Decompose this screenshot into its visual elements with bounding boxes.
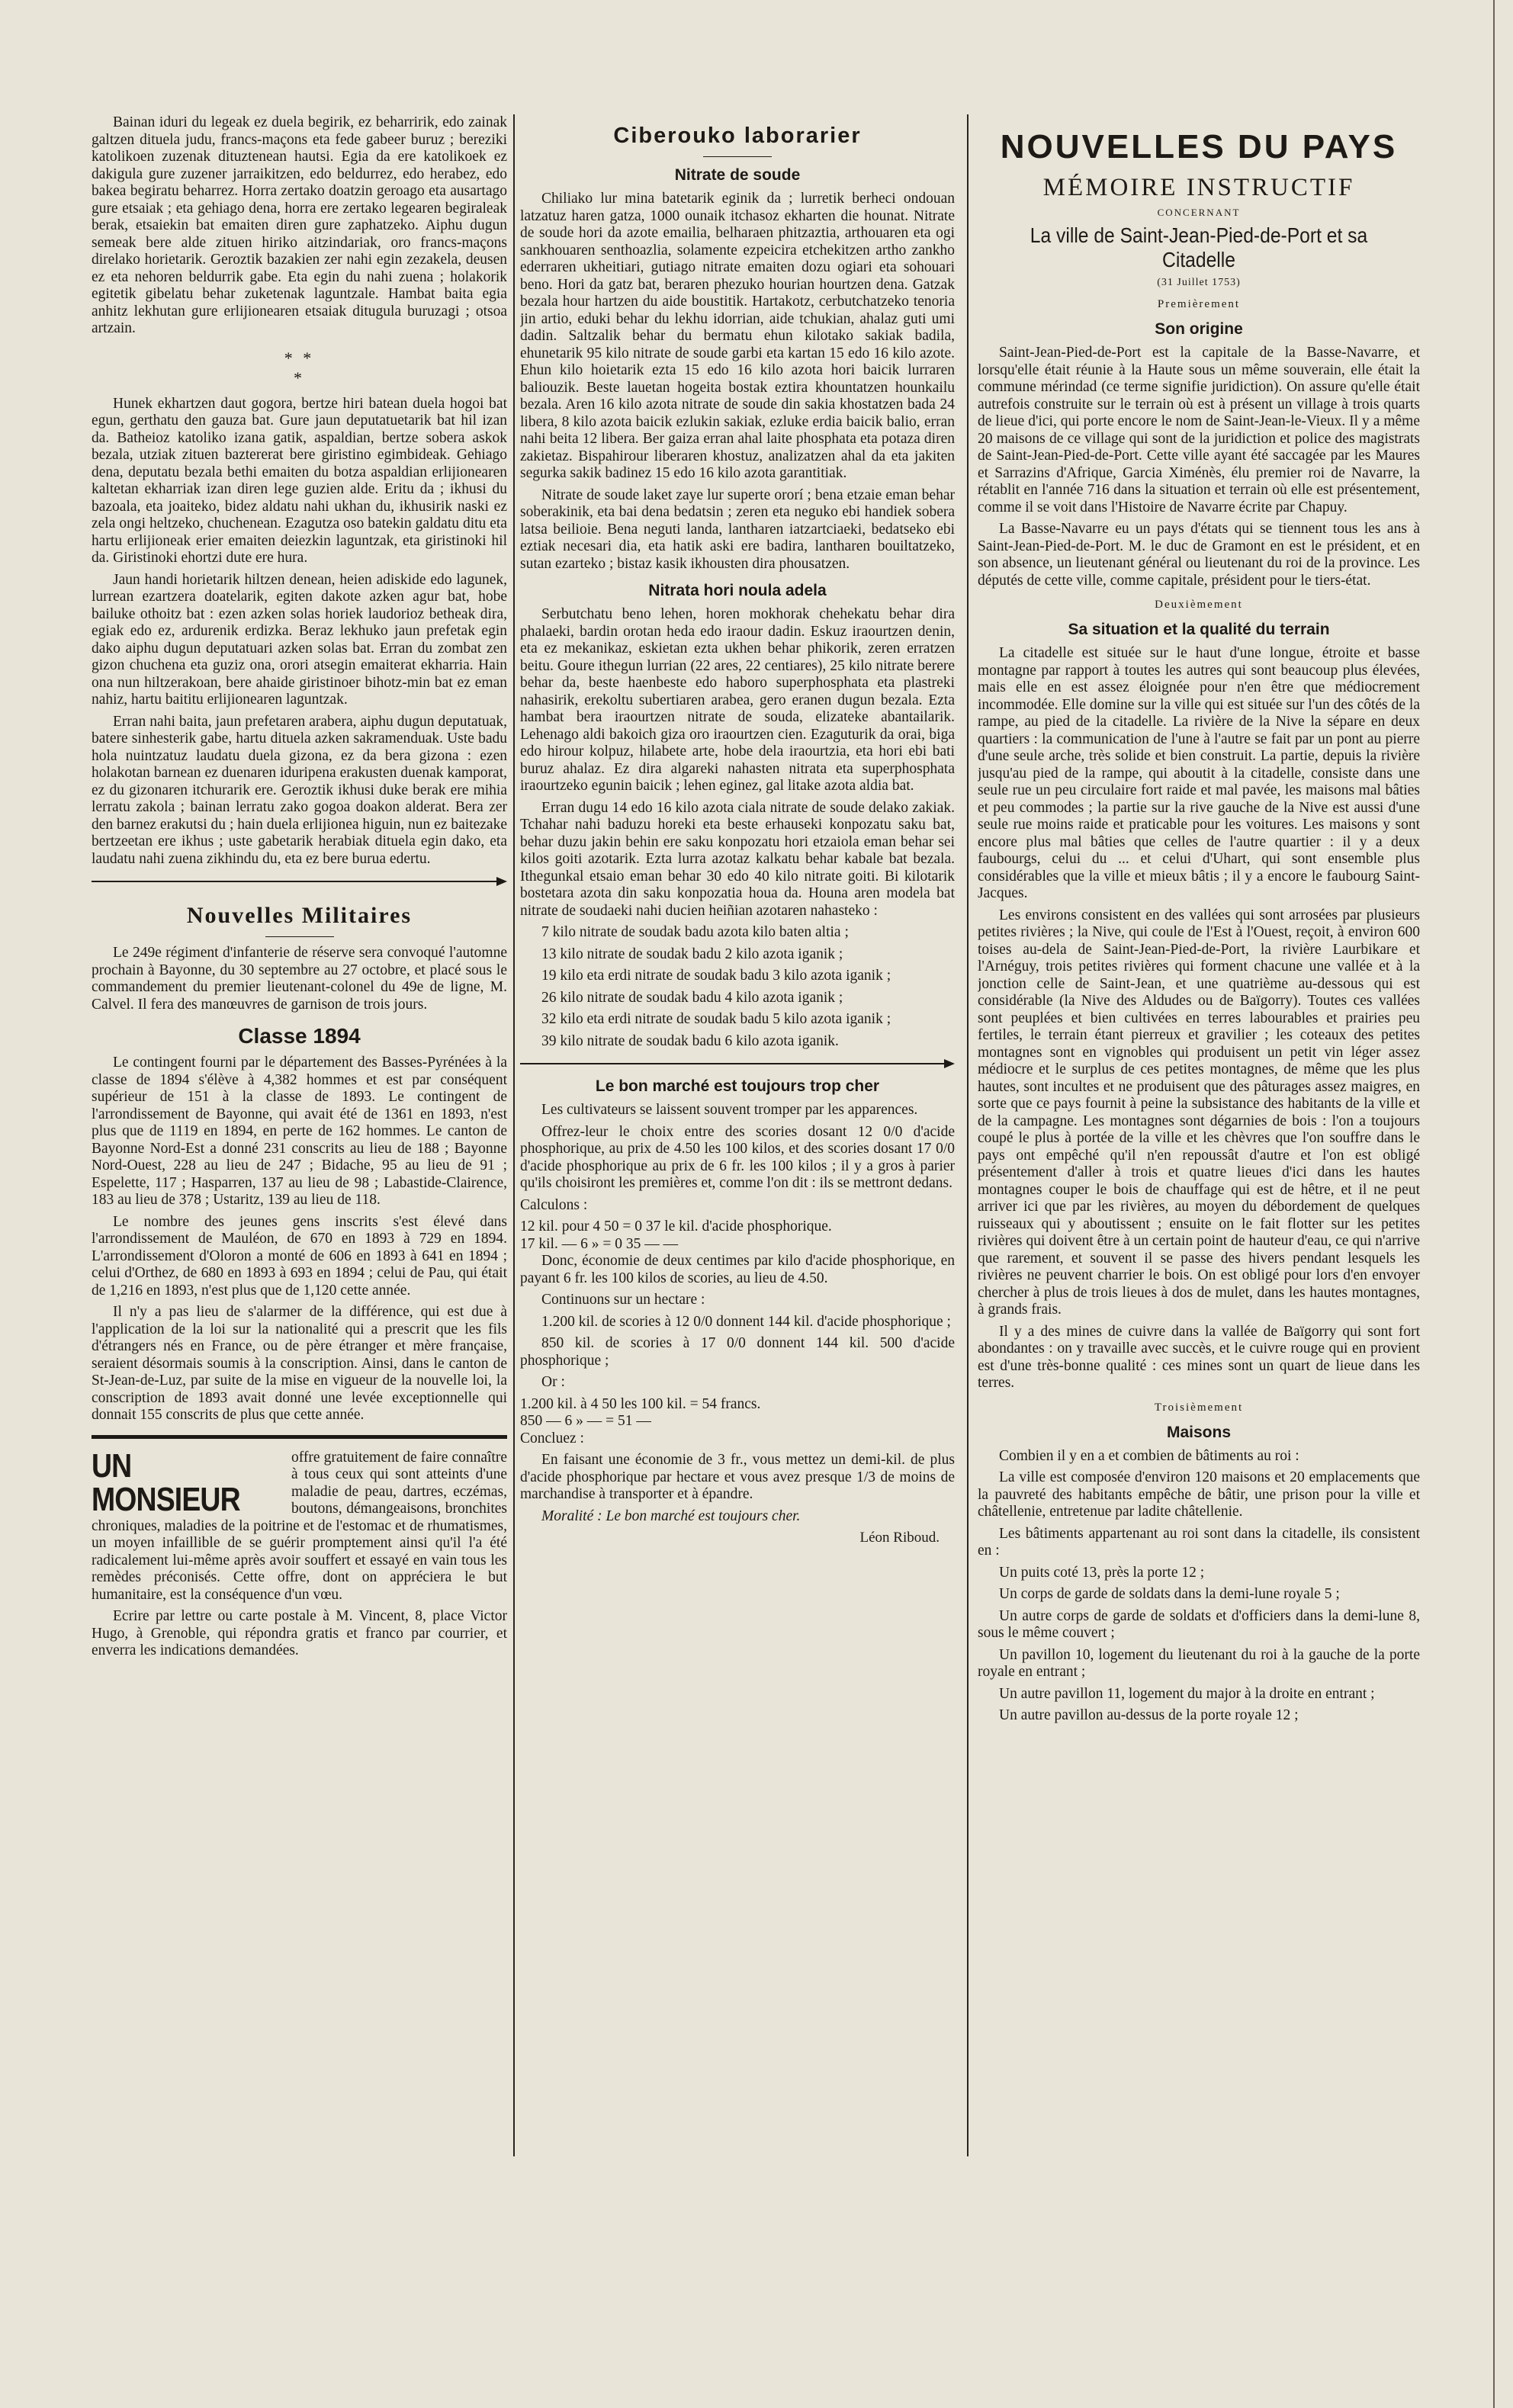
concernant-label: CONCERNANT	[1157, 207, 1241, 218]
origine-paragraph: La Basse-Navarre eu un pays d'états qui se tiennent tous les ans à Saint-Jean-Pied-de-Port. M. le duc de Gramont en est le président, et en son absence, un lieutenant général ou lieutenant du roi de la province. Les députés de cette ville, comme capitale, président pour le tiers-état.	[978, 521, 1420, 589]
subsection-title-nitrata: Nitrata hori noula adela	[648, 582, 827, 599]
divider	[265, 936, 334, 937]
nitrata-list-item: 32 kilo eta erdi nitrate de soudak badu 5 kilo azota iganik ;	[541, 1011, 891, 1027]
nitrata-list-item: 26 kilo nitrate de soudak badu 4 kilo azota iganik ;	[541, 989, 843, 1006]
section-title-militaires: Nouvelles Militaires	[186, 903, 413, 928]
maisons-paragraph: Un corps de garde de soldats dans la demi-lune royale 5 ;	[999, 1586, 1340, 1602]
page-edge	[1493, 0, 1495, 2408]
classe-paragraph: Le nombre des jeunes gens inscrits s'est élevé dans l'arrondissement de Mauléon, de 670 en 1893 à 729 en 1894. L'arrondissement d'Oloron a monté de 606 en 1893 à 641 en 1894 ; celui d'Orthez, de 680 en 1893 à 693 en 1894 ; celui de Pau, qui était de 1,216 en 1893, n'est plus que de 1,120 cette année.	[92, 1213, 507, 1299]
militaires-paragraph: Le 249e régiment d'infanterie de réserve sera convoqué l'automne prochain à Bayonne, du 30 septembre au 27 octobre, et placé sous le commandement du premier lieutenant-colonel du 49e de ligne, M. Calvel. Il fera des manœuvres de garnison de trois jours.	[92, 945, 507, 1013]
conclusion-label: Concluez :	[520, 1430, 584, 1446]
basque-paragraph: Erran nahi baita, jaun prefetaren arabera, aiphu dugun deputatuak, batere sinhesterik gabe, hartu dituela azken sakramenduak. Uste badu hola nuintzatuz laudatu duela gizona, ez da bera gizona : ezen holakotan barnean ez duenaren iduripena erakusten duenak kamporat, ez du gizonaren itchurarik ere. Geroztik ikhusi duke berak ere mihia lerratu zakola ; bainan lerratu zako gogoa doakon alderat. Bera zer den barnez erakutsi du ; hain duela erlijionea higuin, nun ez baitezake bertzeetan ere ikhus ; uste gabetarik herabiak dituela egin dako, eta laudatu nahi zuena zikhindu du, eta ez bere burua edertu.	[92, 713, 507, 867]
nitrata-list-item: 7 kilo nitrate de soudak badu azota kilo baten altia ;	[541, 924, 849, 940]
divider	[92, 1435, 507, 1439]
subsection-title-nitrate: Nitrate de soude	[674, 166, 801, 184]
bon-marche-paragraph: Donc, économie de deux centimes par kilo d'acide phosphorique, en payant 6 fr. les 100 kilos de scories, au lieu de 4.50.	[520, 1253, 955, 1286]
ad-text: offre gratuitement de faire connaître à tous ceux qui sont atteints d'une maladie de peau, dartres, eczémas, boutons, démangeaisons, bronchites chroniques, maladies de la poitrine et de l'estomac et de rhumatismes, un moyen infaillible de se guérir promptement ainsi qu'il l'a été radicalement lui-même après avoir souffert et essayé en vain tous les remèdes préconisés. Cette offre, dont on appréciera le but humanitaire, est la conséquence d'un vœu.	[92, 1449, 507, 1603]
column-right	[978, 114, 1420, 2187]
basque-paragraph: Hunek ekhartzen daut gogora, bertze hiri batean duela hogoi bat egun, gerthatu den gauza bat. Gure jaun deputatuetarik bat hil izan da. Batheioz katoliko izana gatik, aspaldian, bertze sobera askok bezala, utziak zituen baztererat bere giristino egimbideak. Gehiago dena, deputatu bezala bethi emaiten du botza aspaldian erlijionearen kaltetan ekharriak izan diren lege guzien alde. Eritu da ; ikhusi du bazoala, eta joaiteko, bidez aldatu nahi ukhan du, ikhusirik naski ez zela ongi heltzeko, chuchenean. Ezagutza oso batekin galdatu ditu eta hartu erlijioneak erier emaiten deiezkin laguntzak, eta giristinoki hil da. Giristinoki ehortzi dute ere hura.	[92, 395, 507, 566]
situation-paragraph: La citadelle est située sur le haut d'une longue, étroite et basse montagne par rapport à toutes les autres qui sont beaucoup plus élevées, mais elle en est assez éloignée pour n'en être que médiocrement incommodée. Elle domine sur la ville qui est située sur l'un des côtés de la rampe, au pied de la citadelle. La rivière de la Nive la sépare en deux quartiers : la communication de l'une à l'autre se fait par un pont au pierre d'une seule arche, très solide et bien construit. La partie, depuis la rivière jusqu'au pied de la rampe, qui aboutit à la citadelle, consiste dans une seule rue un peu circulaire fort raide et mal pavée, les maisons mal bâties et peu commodes ; la partie sur la rive gauche de la Nive est aussi d'une seule rue moins raide et praticable pour les voitures. Les maisons y sont encore plus mal bâties que celles de l'autre quartier : il y a deux faubourgs, celui du ... et celui d'Uhart, qui sont ensemble plus considérables que la ville et mieux bâtis ; il y a encore le faubourg Saint-Jacques.	[978, 645, 1420, 901]
maisons-paragraph: La ville est composée d'environ 120 maisons et 20 emplacements que la pauvreté des habitants empêche de bâtir, une prison pour la ville et châtellenie, entretenue par ladite châtellenie.	[978, 1469, 1420, 1520]
section-masthead: NOUVELLES DU PAYS	[1000, 128, 1398, 165]
calc-line: 17 kil. — 6 » = 0 35 — —	[520, 1235, 679, 1252]
section-number: Troisièmement	[1154, 1401, 1244, 1414]
bon-marche-paragraph: Continuons sur un hectare :	[541, 1292, 705, 1308]
bon-marche-paragraph: 1.200 kil. de scories à 12 0/0 donnent 144 kil. d'acide phosphorique ;	[541, 1313, 951, 1330]
divider	[520, 1059, 955, 1068]
memoire-title: MÉMOIRE INSTRUCTIF	[1042, 174, 1355, 201]
origine-paragraph: Saint-Jean-Pied-de-Port est la capitale de la Basse-Navarre, et lorsqu'elle était réunie à la Haute sous un même souverain, elle était la commune mérindad (ce terme signifie juridiction). On assure qu'elle était autrefois construite sur le terrain où est à présent un village à trois quarts de lieue d'ici, qui porte encore le nom de Saint-Jean-le-Vieux. Il y a même 20 maisons de ce village qui sont de la juridiction et police des magistrats de Saint-Jean-Pied-de-Port. Cette ville ayant été saccagée par les Maures et Sarrazins d'Afrique, Garcia Ximénès, élu premier roi de Navarre, la rétablit en l'année 716 dans la situation et terrain où elle est présentement, comme il se voit dans l'Histoire de Navarre écrite par Chapuy.	[978, 345, 1420, 515]
maisons-paragraph: Un autre pavillon au-dessus de la porte royale 12 ;	[999, 1707, 1299, 1723]
subsection-title-bon-marche: Le bon marché est toujours trop cher	[595, 1077, 880, 1095]
bon-marche-paragraph: 850 kil. de scories à 17 0/0 donnent 144 kil. 500 d'acide phosphorique ;	[520, 1335, 955, 1369]
section-title-classe: Classe 1894	[238, 1024, 361, 1048]
nitrate-paragraph: Chiliako lur mina batetarik eginik da ; lurretik berheci ondouan latzatuz haren gatza, 1000 ounaik itchasoz ekharten die hounat. Nitrate de soude hori da azote emailia, belharaen phitzaztia, arthouaren eta ogi sankhouaren senthoazlia, solamente ezpeicira etchekitzen artho zankho ederraren ukheitiari, gutiago nitrate emaiten dozu ogiari eta sohouari beno. Hori da gatz bat, beraren phezuko hourian hourtzen dena. Gatzak bezala hour hartzen du aide boustitik. Hartakotz, cerbutchatzeko tenoria jin artio, eduki behar du lekhu idorrian, aide tchukian, ahalaz guti umi dadin. Saltzalik behar du bermatu ehun kilotako sakiak badila, ehunetarik 95 kilo nitrate de soude garbi eta kartan 15 edo 16 kilo azote. Ehun kilo hoietarik ezta 15 edo 16 kilo azota hori baicik lurraren baliouzik. Beste lauetan hogeita bostak eztira khountatzen hounkailu bezala. Aren 16 kilo azota nitrate de soude din sakia khostatzen bada 24 libera, 8 kilo azota baicik ezlukin sakiak, ezluke erdia baicik balio, erran nahi beita 12 libera. Ber gaiza erran ahal laite phosphata eta potaza diren zakietaz. Bispahirour liberaren khostuz, analizatzen ahal da eta jakiten segurka sakik badinez 15 edo 16 kilo azota garantitiak.	[520, 191, 955, 481]
basque-paragraph: Bainan iduri du legeak ez duela begirik, ez beharririk, edo zainak galtzen dituela judu, francs-maçons eta fede gabeer buruz ; bereziki katolikoen zuzenak dituztenean hautsi. Egia da ere katolikoek ez dakigula gure zuzener jarraikitzen, edo beldurrez, edo herabez, edo bakea begiratu beharrez. Horra zertako doatzin geroago eta ausartago gure etsaiak ; eta gehiago dena, horra ere zertako legearen begiraleak berak, etsaiekin bat emaiten diren gure zaphatzeko. Aiphu dugun semeak bere alde zituen hiriko aitzindariak, oro francs-maçons direlako horietarik. Geroztik bazakien zer nahi egin zezakela, deusen ez eta nehoren beldurrik gabe. Eta egin du nahi zuena ; holakorik egitetik gibelatu behar zuketenak laguntzale. Hambat baita egia anhitz lekhutan gure erlijionearen etsaiak ditugula buruzagi ; otsoa artzain.	[92, 114, 507, 336]
conclusion-paragraph: En faisant une économie de 3 fr., vous mettez un demi-kil. de plus d'acide phosphorique par hectare et vous avez presque 1/3 de moins de marchandise à transporter et à épandre.	[520, 1452, 955, 1502]
bon-marche-paragraph: Calculons :	[520, 1196, 588, 1213]
section-number: Deuxièmement	[1155, 599, 1243, 611]
divider	[92, 877, 507, 886]
subsection-title-situation: Sa situation et la qualité du terrain	[1068, 621, 1330, 638]
situation-paragraph: Les environs consistent en des vallées qui sont arrosées par plusieurs petites rivières ; la Nive, qui coule de l'Est à l'Ouest, reçoit, à environ 600 toises au-dela de Saint-Jean-Pied-de-Port, la rivière Laurbikare et l'Arnéguy, trois petites rivières qui forment chacune une vallée et à la jonction celle de Saint-Jean, et une quatrième au-dessous qui est considérable (la Nive des Aldudes ou de Baïgorry). Toutes ces vallées sont peuplées et bien cultivées en terres labourables et prairies peu fertiles, le terrain étant pierreux et gravilier ; les coteaux des petites montagnes sont en vignobles qui produisent un petit vin léger assez médiocre et le surplus de ces petites montagnes, de même que les plus hautes, sont incultes et ne produisent que des pâturages assez maigres, en sorte que ce pays fournit à peine la subsistance des habitants de la ville et de la campagne. Les montagnes sont dégarnies de bois : l'on a toujours coupé le plus à portée de la ville et les chèvres que l'on souffre dans le pays ont empêché qu'il n'en repoussât d'autre et l'on est obligé présentement d'aller à trois et quatre lieues d'ici dans les hautes montagnes couper le bois de chauffage qui est de hêtre, et il ne peut arriver ici que par les rivières, au moyen du débordement de quelques ruisseaux qui y aboutissent ; ensuite on le fait flotter sur les petites rivières qui doivent être à un certain point de hauteur d'eau, ce qui n'arrive que rarement, et souvent il se passe des hivers pendant lesquels les rivières ne peuvent charrier le bois. On est obligé pour lors d'en envoyer chercher à plus de trois lieues à dos de mulet, dans les hautes montagnes, à grands frais.	[978, 907, 1420, 1318]
bon-marche-paragraph: Or :	[541, 1374, 565, 1390]
moralite: Moralité : Le bon marché est toujours cher.	[541, 1507, 801, 1524]
maisons-paragraph: Les bâtiments appartenant au roi sont dans la citadelle, ils consistent en :	[978, 1525, 1420, 1559]
classe-paragraph: Le contingent fourni par le département des Basses-Pyrénées à la classe de 1894 s'élève à 4,382 hommes et est par conséquent supérieur de 151 à la classe de 1893. Le contingent de l'arrondissement de Bayonne, qui avait été de 1361 en 1893, n'est plus que de 1119 en 1894, en perte de 162 hommes. Le canton de Bayonne Nord-Est a donné 231 conscrits au lieu de 188 ; Bayonne Nord-Ouest, 228 au lieu de 247 ; Bidache, 95 au lieu de 91 ; Espelette, 117 ; Hasparren, 137 au lieu de 98 ; Labastide-Clairence, 183 au lieu de 378 ; Ustaritz, 139 au lieu de 118.	[92, 1055, 507, 1208]
maisons-paragraph: Un autre corps de garde de soldats et d'officiers dans la demi-lune 8, sous le même couvert ;	[978, 1607, 1420, 1641]
section-number: Premièrement	[1157, 298, 1241, 310]
nitrata-paragraph: Serbutchatu beno lehen, horen mokhorak chehekatu behar dira phalaeki, bardin orotan heda edo iraour dadin. Eskuz iraourtzen denin, eta ez mekanikaz, eskietan ezta ukhen behar phikorik, zeren erratzen beitu. Goure ithegun lurrian (22 ares, 22 centiares), 25 kilo nitrate berere behar da, beste haenbeste edo haboro superphosphata eta plastreki nahasirik, erekoltu subertiaren arabea, gero eranen dugun bezala. Ezta hambat bera iraourtzen nitrate de souda, elizateke abantailarik. Lehenago aldi bakoich giza oro iraourtzen cien. Ezaguturik da orai, biga edo hirour kolpuz, hilabete arte, hobe dela iraourtzia, eta hori ebi bati buruz ahalaz. Ez dira algareki nahasten nitrata eta superphosphata iraourtzeko egunin baicik ; lehen eginez, gal litake azota aldia bat.	[520, 606, 955, 794]
nitrata-list-item: 19 kilo eta erdi nitrate de soudak badu 3 kilo azota iganik ;	[541, 968, 891, 984]
classe-paragraph: Il n'y a pas lieu de s'alarmer de la différence, qui est due à l'application de la loi sur la nationalité qui a prescrit que les fils d'étrangers nés en France, ou de père étranger et mère française, seraient désormais soumis à la conscription. Ainsi, dans le canton de St-Jean-de-Luz, par suite de la mise en vigueur de la nouvelle loi, la conscription de 1893 avait donné une levée exceptionnelle qui donnait 155 conscrits de plus que cette année.	[92, 1304, 507, 1423]
column-rule	[967, 114, 969, 2156]
maisons-paragraph: Un autre pavillon 11, logement du major à la droite en entrant ;	[999, 1685, 1375, 1702]
bon-marche-paragraph: Offrez-leur le choix entre des scories dosant 12 0/0 d'acide phosphorique, au prix de 4.50 les 100 kilos, et des scories dosant 17 0/0 d'acide phosphorique au prix de 6 fr. les 100 kilos ; il y a gros à parier qu'ils choisiront les premières et, comme l'on dit : ils se mettront dedans.	[520, 1123, 955, 1191]
nitrate-paragraph: Nitrate de soude laket zaye lur superte ororí ; bena etzaie eman behar soberakinik, eta bai dena bedatsin ; zeren eta neguko ebi handiek sobera latsa beilioie. Bena neguti landa, lantharen iatzartciaeki, bedatseko ebi eztiak necesari dia, eta hatik aski ere badira, lantharen bouiltatzeko, sutan ezarteko ; bistaz kasik ikhousten dira phousatzen.	[520, 486, 955, 572]
calc-line: 12 kil. pour 4 50 = 0 37 le kil. d'acide phosphorique.	[520, 1218, 832, 1235]
column-middle	[520, 114, 955, 2187]
section-title-laborarier: Ciberouko laborarier	[613, 124, 862, 148]
subsection-title-origine: Son origine	[1155, 320, 1243, 338]
nitrata-list-item: 39 kilo nitrate de soudak badu 6 kilo azota iganik.	[541, 1032, 839, 1049]
bon-marche-paragraph: Les cultivateurs se laissent souvent tromper par les apparences.	[541, 1102, 918, 1118]
basque-paragraph: Jaun handi horietarik hiltzen denean, heien adiskide edo lagunek, lurrean ezartzera doatelarik, egiten dakote azken agur bat, hobe bailuke othoitz bat : ezen azken solas horiek laudorioz betheak dira, egiak edo ez, ardurenik erdizka. Beraz lekhuko jaun prefetak egin dako aiphu dugun deputatuari azken solas bat. Erran du zombat zen gizon chuchena eta guziz ona, orori atsegin emaiterat ekharria. Hain ona nun hiltzerakoan, bere ahaide giristinoer bihotz-min bat ez eman nahiz, hartu baititu erlijionearen laguntzak.	[92, 571, 507, 708]
calc-line: 1.200 kil. à 4 50 les 100 kil. = 54 francs.	[520, 1395, 761, 1412]
maisons-paragraph: Combien il y en a et combien de bâtiments au roi :	[999, 1447, 1299, 1464]
column-rule	[513, 114, 515, 2156]
subsection-title-maisons: Maisons	[1166, 1423, 1232, 1441]
signature: Léon Riboud.	[859, 1530, 940, 1546]
ad-text-contact: Ecrire par lettre ou carte postale à M. Vincent, 8, place Victor Hugo, à Grenoble, qui répondra gratis et franco par courrier, et enverra les indications demandées.	[92, 1608, 507, 1658]
maisons-paragraph: Un pavillon 10, logement du lieutenant du roi à la gauche de la porte royale en entrant ;	[978, 1646, 1420, 1680]
ville-title: La ville de Saint-Jean-Pied-de-Port et sa Citadelle	[1030, 223, 1368, 271]
divider	[703, 156, 772, 157]
ad-title: UN MONSIEUR	[92, 1446, 240, 1518]
nitrata-list-item: 13 kilo nitrate de soudak badu 2 kilo azota iganik ;	[541, 946, 843, 962]
maisons-paragraph: Un puits coté 13, près la porte 12 ;	[999, 1564, 1205, 1581]
section-separator: * * *	[284, 348, 315, 387]
situation-paragraph: Il y a des mines de cuivre dans la vallée de Baïgorry qui sont fort abondantes : on y travaille avec succès, et le cuivre rouge qui en provient est d'une très-bonne qualité : ces mines sont un quart de lieue dans les terres.	[978, 1323, 1420, 1391]
column-left	[92, 114, 507, 2187]
calc-line: 850 — 6 » — = 51 —	[520, 1413, 651, 1429]
date-line: (31 Juillet 1753)	[1157, 277, 1241, 288]
advertisement	[92, 1446, 507, 1660]
nitrata-paragraph: Erran dugu 14 edo 16 kilo azota ciala nitrate de soude delako zakiak. Tchahar nahi baduzu horeki eta beste erhauseki konpozatu saku bat, behar duzu jakin behin ere saku konpozatu hori etzaiola eman behar sei kilos goiti azotarik. Ezta lurra azotaz kalkatu behar kabale bat bezala. Ithegunkal etsaio eman behar 30 edo 40 kilo nitrate goiti. Bi kilotarik bostetara azota din saku konpozatia houa da. Houna aren modela bat nitrate de soudaeki nahi ducien heiñian azotaren nahasteko :	[520, 799, 955, 919]
